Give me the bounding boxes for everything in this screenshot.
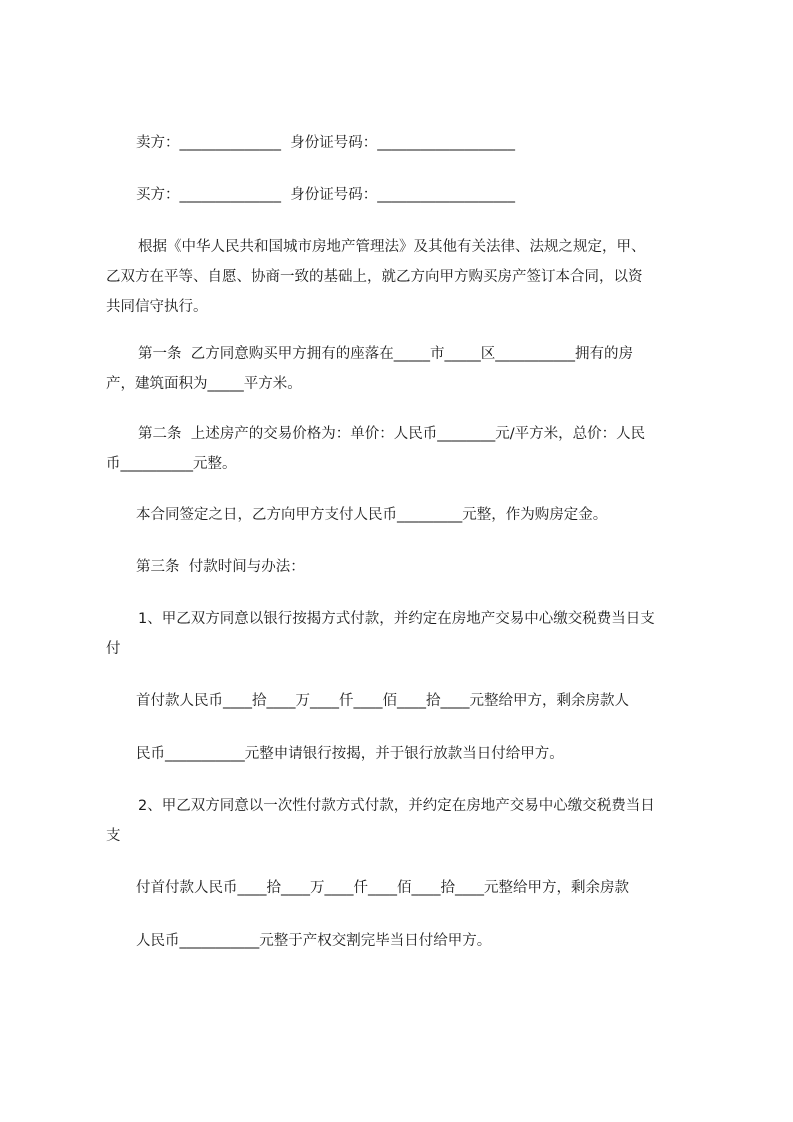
clause-1-line-3: 首付款人民币____拾____万____仟____佰____拾____元整给甲方，剩余房款人	[136, 693, 629, 709]
clause-1-line-2: 付	[106, 641, 121, 657]
article-2-line-1: 第二条 上述房产的交易价格为：单价：人民币________元/平方米，总价：人民	[138, 426, 646, 442]
article-1-line-1: 第一条 乙方同意购买甲方拥有的座落在_____市_____区___________拥有的房	[138, 346, 633, 362]
article-3-heading: 第三条 付款时间与办法：	[136, 559, 305, 575]
clause-1-line-1: 1、甲乙双方同意以银行按揭方式付款，并约定在房地产交易中心缴交税费当日支	[138, 611, 655, 627]
preamble-line-1: 根据《中华人民共和国城市房地产管理法》及其他有关法律、法规之规定，甲、	[138, 239, 646, 255]
clause-2-line-2: 支	[106, 828, 121, 844]
preamble-line-2: 乙双方在平等、自愿、协商一致的基础上，就乙方向甲方购买房产签订本合同，以资	[106, 269, 643, 285]
deposit-line: 本合同签定之日，乙方向甲方支付人民币_________元整，作为购房定金。	[136, 507, 608, 523]
article-1-line-2: 产，建筑面积为_____平方米。	[106, 376, 302, 392]
preamble-line-3: 共同信守执行。	[106, 299, 208, 315]
seller-line: 卖方：______________ 身份证号码：___________________	[136, 135, 515, 151]
buyer-line: 买方：______________ 身份证号码：___________________	[136, 187, 515, 203]
clause-2-line-1: 2、甲乙双方同意以一次性付款方式付款，并约定在房地产交易中心缴交税费当日	[138, 798, 655, 814]
article-2-line-2: 币__________元整。	[106, 456, 237, 472]
clause-2-line-4: 人民币___________元整于产权交割完毕当日付给甲方。	[136, 933, 492, 949]
clause-1-line-4: 民币___________元整申请银行按揭，并于银行放款当日付给甲方。	[136, 746, 564, 762]
clause-2-line-3: 付首付款人民币____拾____万____仟____佰____拾____元整给甲方，剩余房款	[136, 880, 629, 896]
